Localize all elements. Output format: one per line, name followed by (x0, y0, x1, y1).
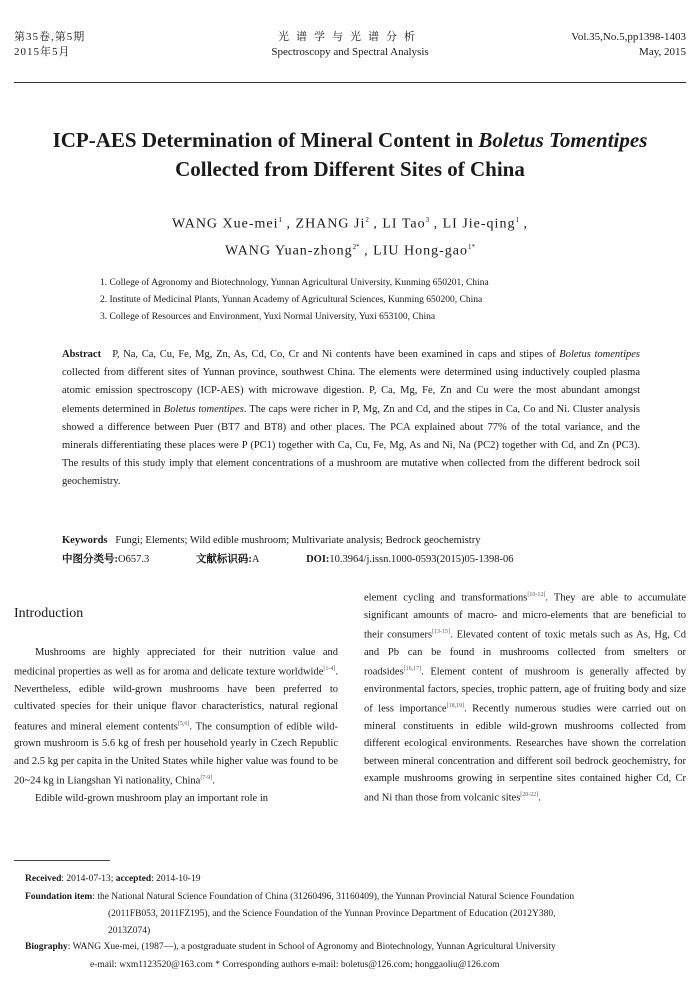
accepted-value: : 2014-10-19 (151, 874, 201, 884)
abstract-text: P, Na, Ca, Cu, Fe, Mg, Zn, As, Cd, Co, Cr and Ni contents have been examined in caps and stipes of (112, 349, 560, 360)
author: , ZHANG Ji (286, 216, 366, 232)
clc-value: O657.3 (118, 554, 150, 565)
journal-issue-en (571, 30, 686, 60)
author-separator: , (523, 216, 528, 232)
foundation-value: : the National Natural Science Foundation of China (31260496, 31160409), the Yunnan Provincial Natural Science Foundation (92, 892, 575, 902)
volume-issue-en: Vol.35,No.5,pp1398-1403 (571, 31, 686, 43)
biography-label: Biography (25, 942, 68, 952)
paragraph-text: . The consumption of edible wild-grown mushroom is 5.6 kg of fresh per household yearly in Czech Republic and 2.5 kg per capita in the United States while higher value was found to be 20~24 kg in Liangshan Yi nationality, China (14, 721, 338, 787)
affiliations (100, 275, 660, 326)
abstract-label: Abstract (62, 349, 102, 360)
footnote-received (25, 871, 686, 888)
paragraph-text: . They are able to accumulate significant amounts of macro- and micro-elements that are beneficial to their consumers (364, 592, 686, 641)
author-affil-mark: 3 (425, 216, 430, 224)
left-column (14, 644, 338, 807)
clc-label: 中图分类号: (62, 554, 118, 565)
paper-title (20, 126, 680, 184)
author-affil-mark: 1 (278, 216, 283, 224)
paragraph-text: element cycling and transformations (364, 592, 528, 604)
abstract (62, 346, 640, 492)
volume-issue-cn: 第35卷,第5期 (14, 31, 86, 43)
citation[interactable]: [5,6] (177, 720, 190, 727)
citation[interactable]: [13-15] (432, 629, 451, 636)
foundation-label: Foundation item (25, 892, 93, 902)
footnote-divider (14, 860, 110, 861)
footnote-biography (25, 939, 686, 956)
author-affil-mark: 2 (365, 216, 369, 224)
paragraph (14, 790, 338, 807)
author-affil-mark: 1 (515, 216, 519, 224)
citation[interactable]: [18,19] (446, 703, 465, 710)
date-cn: 2015年5月 (14, 46, 71, 58)
keywords-block (62, 531, 640, 569)
author-affil-mark: 1* (467, 242, 475, 251)
paragraph-text: . Recently numerous studies were carried out on mineral constituents in edible wild-grown mushrooms collected from different ecological environments. Researches have shown the correlation between mineral concentration and different soil bedrock geochemistry, for example mushrooms growing in serpentine sites contained higher Cd, Cr and Ni than those from volcanic sites (364, 703, 686, 804)
abstract-text: . The caps were richer in P, Mg, Zn and Cd, and the stipes in Ca, Co and Ni. Cluster analysis showed a difference between Puer (BT7 and BT8) and other places. The PCA explained about 77% of the total variance, and the minerals differentiating these places were P (PC1) together with Ca, Cu, Fe, Mg, As and Ni, Na (PC2) together with Cd, and Zn (PC3). The results of this study imply that element concentrations of a mushroom are mutative when collected from the different bedrock soil geochemistry. (62, 403, 640, 488)
citation[interactable]: [10-12] (527, 592, 546, 598)
affiliation: 3. College of Resources and Environment, Yuxi Normal University, Yuxi 653100, China (100, 312, 436, 322)
paragraph-text: . Element content of mushroom is generally affected by environmental factors, species, trophic pattern, age of fruiting body and size of less importance (364, 666, 686, 715)
paragraph (364, 587, 686, 807)
received-label: Received (25, 874, 62, 884)
author-affil-mark: 2* (352, 242, 360, 251)
doc-code-label: 文献标识码: (195, 554, 252, 565)
doc-code-value: A (251, 554, 260, 565)
footnote-foundation (25, 889, 686, 940)
doi-value[interactable]: 10.3964/j.issn.1000-0593(2015)05-1398-06 (329, 554, 514, 565)
citation[interactable]: [7-9] (200, 775, 213, 782)
biography-value: : WANG Xue-mei, (1987—), a postgraduate student in School of Agronomy and Biotechnology, Yunnan Agricultural University (67, 942, 556, 952)
author: WANG Xue-mei (172, 216, 279, 232)
paragraph-text: . Elevated content of toxic metals such as As, Hg, Cd and Pb can be found in mushrooms collected from smelters or roadsides (364, 629, 686, 678)
citation[interactable]: [20-22] (520, 792, 539, 799)
right-column (364, 587, 686, 807)
title-line2: Collected from Different Sites of China (175, 157, 525, 181)
keywords-text: Fungi; Elements; Wild edible mushroom; Multivariate analysis; Bedrock geochemistry (115, 535, 481, 546)
author: , LIU Hong-gao (364, 243, 468, 259)
accepted-label: accepted (115, 874, 152, 884)
page-header (14, 30, 686, 83)
doi-label: DOI: (306, 554, 330, 565)
foundation-continued: 2013Z074) (108, 926, 151, 936)
paragraph-text: . Nevertheless, edible wild-grown mushrooms have been preferred to cultivated species for their unique flavor characteristics, natural regional features and mineral element contents (14, 666, 338, 733)
journal-name-cn: 光谱学与光谱分析 (278, 31, 422, 43)
keywords-label: Keywords (62, 535, 108, 546)
abstract-text: collected from different sites of Yunnan province, southwest China. The elements were determined using inductively coupled plasma atomic emission spectroscopy (ICP-AES) with microwave digestion. P, Ca, Mg, Fe, Zn and Cu were the most abundant amongst elements determined in (62, 367, 640, 415)
abstract-species: Boletus tomentipes (559, 349, 640, 360)
paragraph (14, 644, 338, 790)
received-value: : 2014-07-13; (61, 874, 114, 884)
citation[interactable]: [16,17] (403, 666, 422, 673)
affiliation: 1. College of Agronomy and Biotechnology, Yunnan Agricultural University, Kunming 650201, China (100, 278, 489, 288)
paragraph-text: . (538, 792, 541, 804)
date-en: May, 2015 (639, 46, 686, 58)
foundation-continued: (2011FB053, 2011FZ195), and the Science Foundation of the Yunnan Province Department of Education (2012Y380, (108, 909, 556, 919)
footnote-emails: e-mail: wxm1123520@163.com * Corresponding authors e-mail: boletus@126.com; honggaoliu@126.com (90, 960, 500, 970)
author-list (20, 209, 680, 262)
affiliation: 2. Institute of Medicinal Plants, Yunnan Academy of Agricultural Sciences, Kunming 650200, China (100, 295, 483, 305)
author: , LI Tao (373, 216, 426, 232)
section-heading-introduction: Introduction (14, 606, 84, 621)
paragraph-text: Mushrooms are highly appreciated for their nutrition value and medicinal properties as well as for aroma and delicate texture worldwide (14, 647, 338, 678)
author: , LI Jie-qing (433, 216, 516, 232)
abstract-species: Boletus tomentipes (163, 403, 244, 415)
paragraph-text: . (212, 775, 215, 787)
citation[interactable]: [1-4] (323, 666, 336, 673)
paragraph-text: Edible wild-grown mushroom play an important role in (35, 792, 268, 804)
title-line1: ICP-AES Determination of Mineral Content in (52, 128, 479, 152)
author: WANG Yuan-zhong (225, 243, 353, 259)
title-species: Boletus Tomentipes (478, 128, 648, 152)
journal-name-en: Spectroscopy and Spectral Analysis (271, 46, 429, 58)
